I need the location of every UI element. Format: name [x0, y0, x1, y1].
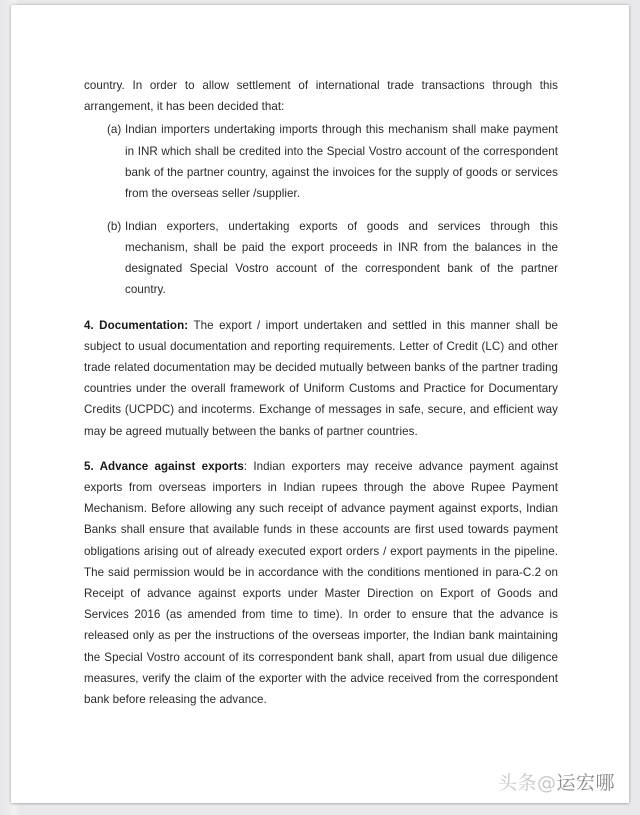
watermark-prefix: 头条@ — [497, 772, 557, 794]
document-text-column — [84, 75, 558, 710]
list-item — [84, 216, 558, 301]
lettered-list — [84, 119, 558, 300]
section-heading-documentation: 4. Documentation: — [84, 318, 189, 332]
intro-paragraph: country. In order to allow settlement of international trade transactions through this arrangement, it has been decided that: — [84, 79, 558, 114]
section-body-advance-against-exports: : Indian exporters may receive advance payment against exports from overseas importers in Indian rupees through the above Rupee Payment Mechanism. Before allowing any such receipt of advance payment against exports, Indian Banks shall ensure that available funds in these accounts are first used towards payment obligations arising out of already executed export orders / export payments in the pipeline. The said permission would be in accordance with the conditions mentioned in para-C.2 on Receipt of advance against exports under Master Direction on Export of Goods and Services 2016 (as amended from time to time). In order to ensure that the advance is released only as per the instructions of the overseas importer, the Indian bank maintaining the Special Vostro account of its correspondent bank shall, apart from usual due diligence measures, verify the claim of the exporter with the advice received from the correspondent bank before releasing the advance. — [84, 459, 559, 707]
watermark — [498, 772, 615, 794]
watermark-handle: 运宏哪 — [556, 772, 615, 794]
section-body-documentation: The export / import undertaken and settled in this manner shall be subject to usual documentation and reporting requirements. Letter of Credit (LC) and other trade related documentation may be decided mutually between banks of the partner trading countries under the overall framework of Uniform Customs and Practice for Documentary Credits (UCPDC) and incoterms. Exchange of messages in safe, secure, and efficient way may be agreed mutually between the banks of partner countries. — [84, 318, 558, 438]
list-item-text: Indian exporters, undertaking exports of goods and services through this mechanism, shall be paid the export proceeds in INR from the balances in the designated Special Vostro account of the correspondent bank of the partner country. — [125, 219, 558, 297]
section-documentation — [84, 315, 558, 442]
document-page — [11, 5, 629, 803]
list-item — [84, 119, 558, 204]
section-heading-advance-against-exports: 5. Advance against exports — [84, 459, 244, 473]
list-item-text: Indian importers undertaking imports through this mechanism shall make payment in INR which shall be credited into the Special Vostro account of the correspondent bank of the partner country, against the invoices for the supply of goods or services from the overseas seller /supplier. — [125, 123, 558, 201]
section-advance-against-exports — [84, 456, 558, 710]
list-item-marker: (a) — [107, 123, 122, 137]
list-item-marker: (b) — [107, 219, 122, 233]
